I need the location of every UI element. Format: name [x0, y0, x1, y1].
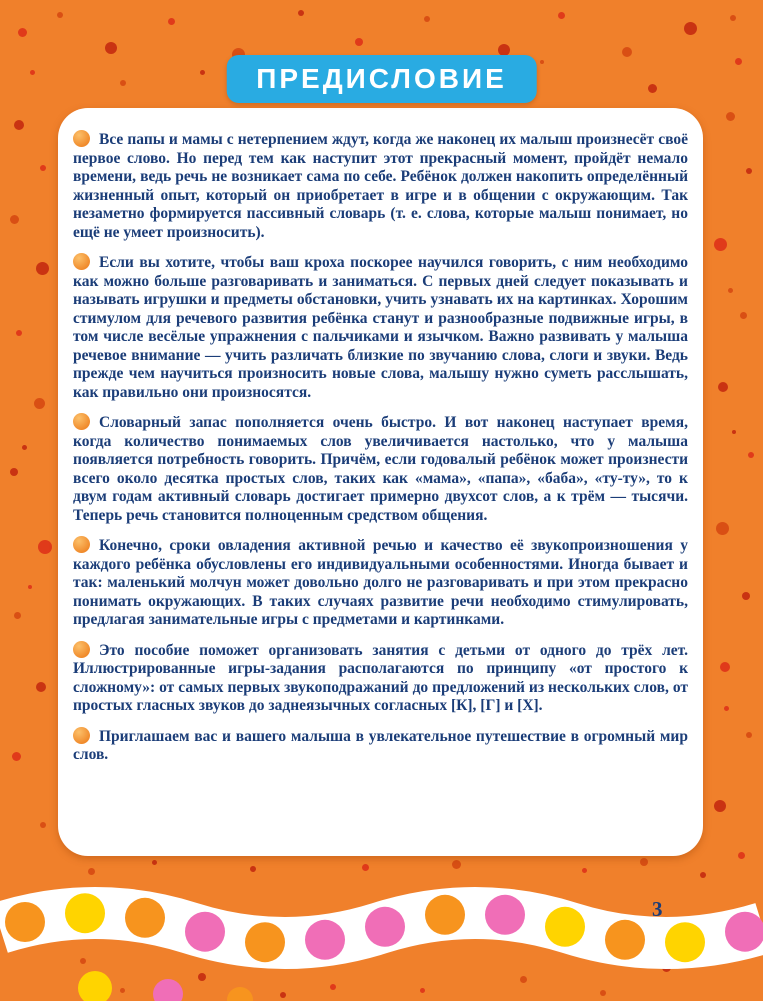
bottom-edge-circle: [227, 987, 253, 1001]
background-dot: [16, 330, 22, 336]
background-dot: [558, 12, 565, 19]
wave-circle: [245, 922, 285, 962]
paragraph: [73, 641, 688, 716]
wave-circle: [605, 920, 645, 960]
background-dot: [10, 215, 19, 224]
background-dot: [728, 288, 733, 293]
background-dot: [724, 706, 729, 711]
background-dot: [40, 822, 46, 828]
background-dot: [648, 84, 657, 93]
background-dot: [30, 70, 35, 75]
background-dot: [726, 112, 735, 121]
background-dot: [735, 58, 742, 65]
background-dot: [28, 585, 32, 589]
paragraph-text: Приглашаем вас и вашего малыша в увлекательное путешествие в огромный мир слов.: [73, 727, 688, 763]
background-dot: [40, 165, 46, 171]
paragraph: [73, 253, 688, 402]
wave-circle: [425, 895, 465, 935]
background-dot: [18, 28, 27, 37]
background-dot: [120, 80, 126, 86]
paragraph: [73, 130, 688, 242]
wave-circle: [5, 902, 45, 942]
background-dot: [36, 682, 46, 692]
bottom-edge-circle: [78, 971, 112, 1001]
paragraph-text: Это пособие поможет организовать занятия с детьми от одного до трёх лет. Иллюстрированные игры-задания располагаются по принципу «от простого к сложному»: от самых первых звукоподражаний до предложений из нескольких слов, от простых гласных звуков до заднеязычных согласных [К], [Г] и [Х].: [73, 641, 688, 714]
paragraph: [73, 727, 688, 765]
background-dot: [298, 10, 304, 16]
background-dot: [684, 22, 697, 35]
background-dot: [38, 540, 52, 554]
bottom-edge-circle: [153, 979, 183, 1001]
background-dot: [105, 42, 117, 54]
bullet-icon: [73, 727, 90, 744]
background-dot: [746, 732, 752, 738]
background-dot: [746, 168, 752, 174]
background-dot: [714, 238, 727, 251]
page-number: 3: [652, 897, 663, 921]
background-dot: [540, 60, 544, 64]
paragraph: [73, 536, 688, 630]
background-dot: [732, 430, 736, 434]
decorative-wave: [0, 860, 763, 1001]
preface-text: [73, 130, 688, 765]
background-dot: [57, 12, 63, 18]
background-dot: [12, 752, 21, 761]
paragraph-text: Словарный запас пополняется очень быстро. И вот наконец наступает время, когда количество понимаемых слов увеличивается настолько, что у малыша появляется потребность говорить. Причём, если годовалый ребёнок может произнести всего около десятка простых слов, таких как «мама», «папа», «баба», «ту-ту», то к двум годам активный словарь достигает примерно двухсот слов, а к трём — тысячи. Теперь речь становится полноценным средством общения.: [73, 414, 688, 524]
background-dot: [718, 382, 728, 392]
bullet-icon: [73, 413, 90, 430]
bullet-icon: [73, 253, 90, 270]
bullet-icon: [73, 641, 90, 658]
background-dot: [740, 312, 747, 319]
background-dot: [738, 852, 745, 859]
background-dot: [424, 16, 430, 22]
bullet-icon: [73, 130, 90, 147]
page-title: ПРЕДИСЛОВИЕ: [256, 63, 507, 94]
wave-circle: [125, 898, 165, 938]
content-card: [58, 108, 703, 856]
background-dot: [168, 18, 175, 25]
background-dot: [622, 47, 632, 57]
wave-circle: [365, 907, 405, 947]
background-dot: [742, 592, 750, 600]
background-dot: [200, 70, 205, 75]
background-dot: [34, 398, 45, 409]
bullet-icon: [73, 536, 90, 553]
background-dot: [10, 468, 18, 476]
wave-circle: [665, 922, 705, 962]
background-dot: [730, 15, 736, 21]
background-dot: [355, 38, 363, 46]
background-dot: [36, 262, 49, 275]
wave-circle: [305, 920, 345, 960]
paragraph-text: Конечно, сроки овладения активной речью и качество её звукопроизношения у каждого ребёнка обусловлены его индивидуальными особенностями. Иногда бывает и так: маленький молчун может довольно долго не разговаривать и при этом прекрасно понимать окружающих. В таких случаях развитие речи необходимо стимулировать, предлагая занимательные игры с предметами и картинками.: [73, 537, 688, 628]
background-dot: [14, 612, 21, 619]
background-dot: [14, 120, 24, 130]
background-dot: [714, 800, 726, 812]
paragraph-text: Если вы хотите, чтобы ваш кроха поскорее научился говорить, с ним необходимо как можно больше разговаривать и заниматься. С первых дней следует показывать и называть игрушки и предметы обстановки, учить узнавать их на картинках. Хорошим стимулом для речевого развития ребёнка станут и разнообразные подвижные игры, в том числе весёлые упражнения с пальчиками и язычком. Важно развивать у малыша речевое внимание — учить различать близкие по звучанию слова, слоги и звуки. Ведь прежде чем научиться произносить новые слова, малышу нужно суметь расслышать, как правильно они произносятся.: [73, 254, 688, 401]
paragraph-text: Все папы и мамы с нетерпением ждут, когда же наконец их малыш произнесёт своё первое слово. Но перед тем как наступит этот прекрасный момент, пройдёт немало времени, ведь речь не возникает сама по себе. Ребёнок должен накопить определённый жизненный опыт, который он приобретает в игре и в общении с окружающим. Так незаметно формируется пассивный словарь (т. е. слова, которые малыш понимает, но ещё не умеет произносить).: [73, 131, 688, 241]
background-dot: [748, 452, 754, 458]
wave-circle: [485, 895, 525, 935]
paragraph: [73, 413, 688, 525]
title-banner: [226, 55, 537, 103]
wave-circle: [185, 912, 225, 952]
wave-circle: [545, 907, 585, 947]
background-dot: [720, 662, 730, 672]
wave-circle: [65, 893, 105, 933]
background-dot: [716, 522, 729, 535]
background-dot: [22, 445, 27, 450]
